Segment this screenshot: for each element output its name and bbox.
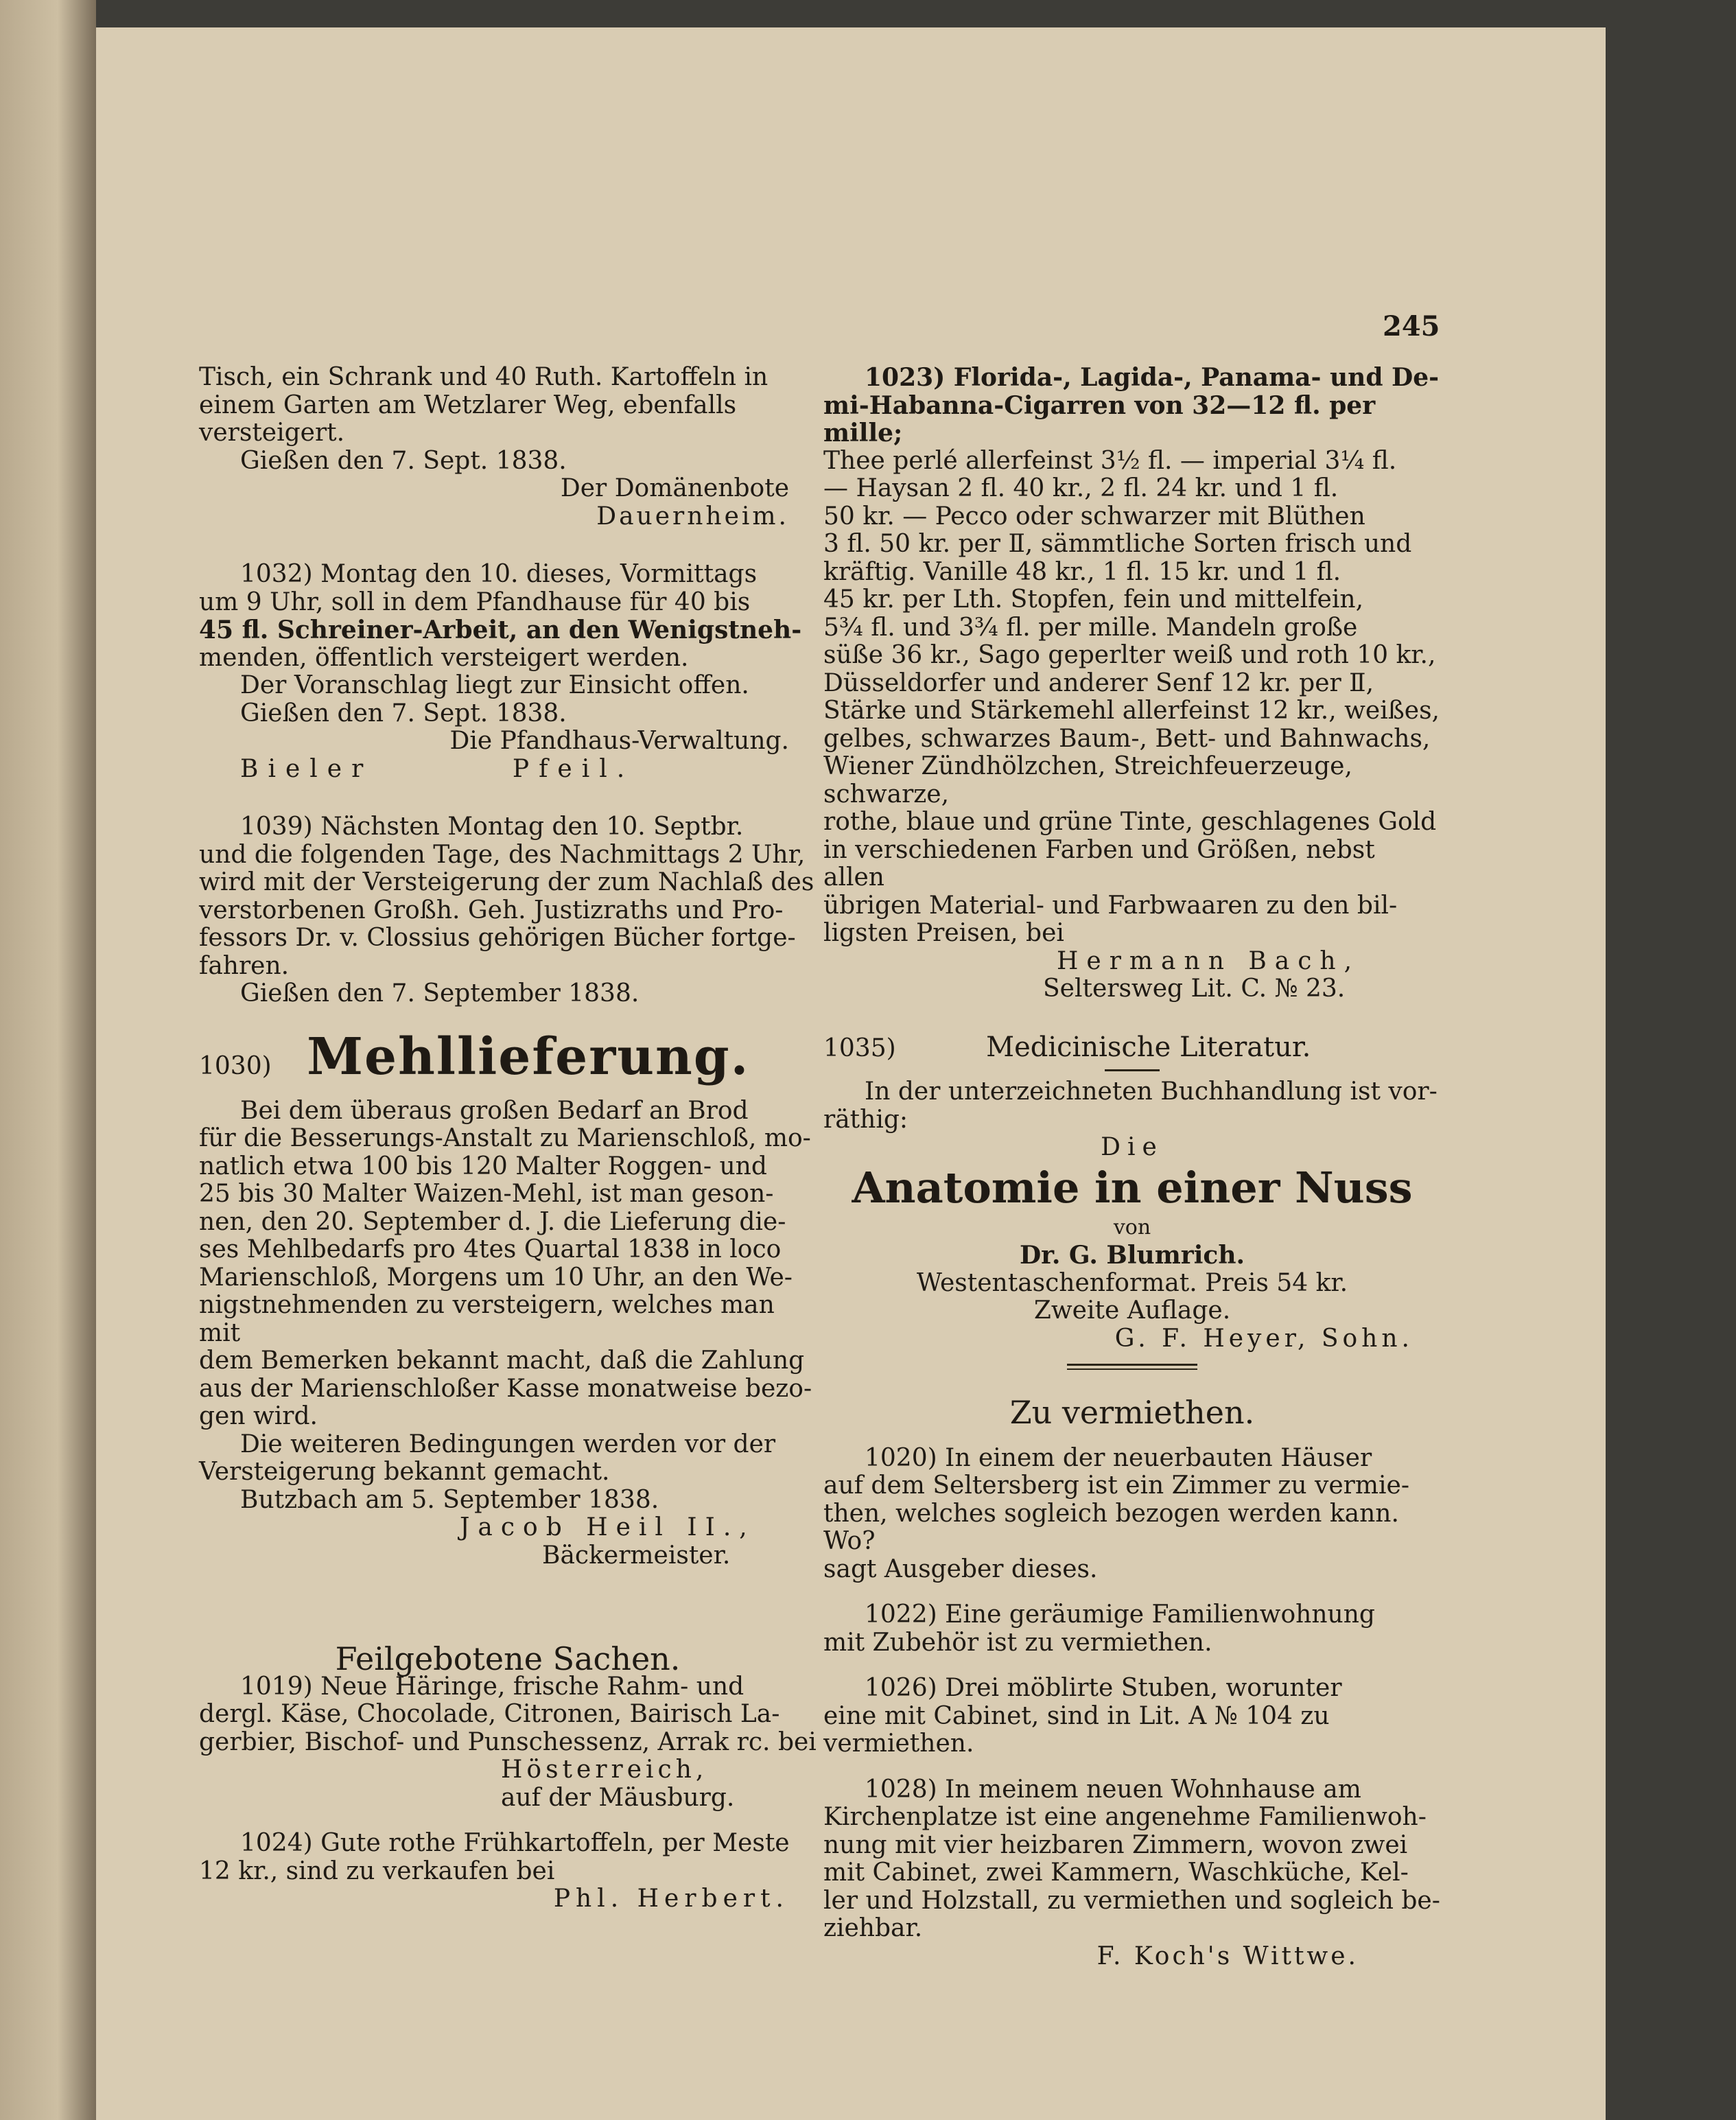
cigar-line: 1023) Florida-, Lagida-, Panama- und De- (865, 363, 1440, 392)
cigar-line: Düsseldorfer und anderer Senf 12 kr. per Ⅱ, (823, 668, 1374, 697)
lit-heading: Medicinische Literatur. (986, 1031, 1311, 1063)
lit-number: 1035) (823, 1034, 896, 1062)
lit-heading-row (823, 1031, 1441, 1063)
left-p2-line: 45 fl. Schreiner-Arbeit, an den Wenigstneh- (199, 616, 802, 644)
mehl-line: Bei dem überaus großen Bedarf an Brod (240, 1096, 749, 1125)
left-p1-line: versteigert. (199, 419, 345, 447)
cigar-line: Thee perlé allerfeinst 3½ fl. — imperial 3¼ fl. (823, 446, 1397, 475)
lit-von: von (1113, 1215, 1151, 1239)
verm2-line: mit Zubehör ist zu vermiethen. (823, 1628, 1212, 1657)
mehl-number: 1030) (199, 1051, 272, 1080)
cigar-line: übrigen Material- und Farbwaaren zu den bil- (823, 891, 1398, 920)
left-p3-line: verstorbenen Großh. Geh. Justizraths und Pro- (199, 896, 784, 924)
left-p3-line: 1039) Nächsten Montag den 10. Septbr. (240, 813, 744, 841)
cigar-sig-address: Seltersweg Lit. C. № 23. (1043, 975, 1346, 1003)
mehl-line: natlich etwa 100 bis 120 Malter Roggen- und (199, 1152, 767, 1180)
mehl-line: gen wird. (199, 1402, 318, 1430)
page-number: 245 (1383, 310, 1440, 342)
verm3-line: eine mit Cabinet, sind in Lit. A № 104 zu (823, 1701, 1330, 1730)
feil1-sig-place: auf der Mäusburg. (501, 1783, 735, 1812)
left-p3-date: Gießen den 7. September 1838. (240, 979, 640, 1007)
verm1-line: 1020) In einem der neuerbauten Häuser (865, 1443, 1372, 1472)
mehl-extra-line: Versteigerung bekannt gemacht. (199, 1458, 610, 1486)
lit-line: In der unterzeichneten Buchhandlung ist vor- (865, 1078, 1438, 1106)
lit-edition: Zweite Auflage. (1033, 1296, 1231, 1325)
cigar-line: 3 fl. 50 kr. per Ⅱ, sämmtliche Sorten frisch und (823, 530, 1412, 558)
mehl-line: 25 bis 30 Malter Waizen-Mehl, ist man geson- (199, 1180, 774, 1208)
verm4-line: ler und Holzstall, zu vermiethen und sogleich be- (823, 1886, 1440, 1915)
mehl-date: Butzbach am 5. September 1838. (240, 1485, 659, 1514)
feil-heading: Feilgebotene Sachen. (335, 1640, 681, 1677)
left-page-edge-shade (0, 0, 96, 2120)
mehl-heading: Mehllieferung. (307, 1027, 750, 1086)
lit-format: Westentaschenformat. Preis 54 kr. (916, 1268, 1348, 1297)
cigar-line: kräftig. Vanille 48 kr., 1 fl. 15 kr. und 1 fl. (823, 557, 1341, 586)
feil1-line: 1019) Neue Häringe, frische Rahm- und (240, 1672, 744, 1701)
left-p2-extra: Der Voranschlag liegt zur Einsicht offen. (240, 671, 749, 699)
left-column (199, 364, 817, 1913)
left-p2-sig-names: Bieler Pfeil. (240, 754, 635, 783)
verm1-line: then, welches sogleich bezogen werden kann. Wo? (823, 1499, 1399, 1555)
mehl-line: nigstnehmenden zu versteigern, welches man mit (199, 1291, 775, 1347)
mehl-heading-row (199, 1026, 817, 1097)
left-p3-line: und die folgenden Tage, des Nachmittags 2 Uhr, (199, 840, 806, 869)
cigar-line: mi-Habanna-Cigarren von 32—12 fl. per mille; (823, 391, 1376, 447)
cigar-line: rothe, blaue und grüne Tinte, geschlagenes Gold (823, 808, 1437, 836)
verm4-sig: F. Koch's Wittwe. (1096, 1942, 1359, 1970)
mehl-line: nen, den 20. September d. J. die Lieferung die- (199, 1207, 786, 1236)
verm1-line: sagt Ausgeber dieses. (823, 1554, 1098, 1583)
cigar-line: — Haysan 2 fl. 40 kr., 2 fl. 24 kr. und 1 fl. (823, 474, 1339, 502)
cigar-line: ligsten Preisen, bei (823, 919, 1064, 947)
cigar-sig-name: Hermann Bach, (1057, 946, 1361, 975)
cigar-line: Stärke und Stärkemehl allerfeinst 12 kr., weißes, (823, 697, 1440, 725)
left-p1-line: einem Garten am Wetzlarer Weg, ebenfalls (199, 391, 737, 419)
mehl-line: Marienschloß, Morgens um 10 Uhr, an den We- (199, 1263, 793, 1292)
mehl-extra-line: Die weiteren Bedingungen werden vor der (240, 1430, 776, 1458)
mehl-line: für die Besserungs-Anstalt zu Marienschloß, mo- (199, 1124, 811, 1152)
left-p2-date: Gießen den 7. Sept. 1838. (240, 699, 567, 727)
left-p2-line: um 9 Uhr, soll in dem Pfandhause für 40 bis (199, 587, 751, 616)
left-p1-sig-title: Der Domänenbote (560, 474, 789, 502)
verm4-line: mit Cabinet, zwei Kammern, Waschküche, Kel- (823, 1859, 1409, 1887)
cigar-line: süße 36 kr., Sago geperlter weiß und roth 10 kr., (823, 641, 1436, 669)
feil1-sig-name: Hösterreich, (501, 1756, 708, 1784)
verm2-line: 1022) Eine geräumige Familienwohnung (865, 1600, 1375, 1629)
cigar-line: Wiener Zündhölzchen, Streichfeuerzeuge, schwarze, (823, 752, 1352, 808)
cigar-line: 50 kr. — Pecco oder schwarzer mit Blüthen (823, 502, 1365, 531)
left-p2-line: menden, öffentlich versteigert werden. (199, 643, 689, 672)
feil2-sig: Phl. Herbert. (553, 1885, 789, 1913)
feil2-line: 12 kr., sind zu verkaufen bei (199, 1856, 555, 1885)
mehl-line: dem Bemerken bekannt macht, daß die Zahlung (199, 1347, 805, 1375)
lit-title: Anatomie in einer Nuss (852, 1162, 1413, 1213)
mehl-line: ses Mehlbedarfs pro 4tes Quartal 1838 in loco (199, 1235, 782, 1263)
mehl-sig-name: Jacob Heil II., (460, 1513, 755, 1541)
feil1-line: gerbier, Bischof- und Punschessenz, Arrak rc. bei (199, 1727, 817, 1756)
verm4-line: nung mit vier heizbaren Zimmern, wovon zwei (823, 1830, 1408, 1859)
verm4-line: 1028) In meinem neuen Wohnhause am (865, 1775, 1361, 1804)
left-p3-line: wird mit der Versteigerung der zum Nachlaß des (199, 868, 814, 896)
cigar-line: gelbes, schwarzes Baum-, Bett- und Bahnwachs, (823, 724, 1431, 753)
feil1-line: dergl. Käse, Chocolade, Citronen, Bairisch La- (199, 1700, 780, 1728)
left-p2-line: 1032) Montag den 10. dieses, Vormittags (240, 560, 758, 588)
left-p3-line: fahren. (199, 951, 290, 980)
verm3-line: vermiethen. (823, 1729, 974, 1758)
mehl-sig-title: Bäckermeister. (542, 1541, 731, 1570)
cigar-line: 45 kr. per Lth. Stopfen, fein und mittelfein, (823, 585, 1364, 614)
left-p1-date: Gießen den 7. Sept. 1838. (240, 446, 567, 475)
left-p2-sig-title: Die Pfandhaus-Verwaltung. (449, 727, 789, 755)
lit-line: räthig: (823, 1105, 908, 1134)
verm4-line: Kirchenplatze ist eine angenehme Familienwoh- (823, 1803, 1427, 1831)
lit-author: Dr. G. Blumrich. (1019, 1241, 1245, 1270)
verm-heading: Zu vermiethen. (1009, 1394, 1255, 1431)
left-p1-line: Tisch, ein Schrank und 40 Ruth. Kartoffeln in (199, 363, 769, 391)
verm1-line: auf dem Seltersberg ist ein Zimmer zu vermie- (823, 1471, 1409, 1500)
verm3-line: 1026) Drei möblirte Stuben, worunter (865, 1674, 1342, 1702)
left-p1-sig-name: Dauernheim. (596, 502, 789, 531)
lit-sig: G. F. Heyer, Sohn. (1114, 1324, 1414, 1353)
cigar-line: in verschiedenen Farben und Größen, nebst allen (823, 835, 1375, 892)
cigar-line: 5¾ fl. und 3¾ fl. per mille. Mandeln große (823, 613, 1358, 642)
feil2-line: 1024) Gute rothe Frühkartoffeln, per Meste (240, 1829, 790, 1857)
right-column (823, 364, 1441, 1970)
left-p3-line: fessors Dr. v. Clossius gehörigen Bücher fortge- (199, 924, 796, 952)
lit-divider (1105, 1069, 1160, 1071)
verm4-line: ziehbar. (823, 1914, 923, 1942)
mehl-line: aus der Marienschloßer Kasse monatweise bezo- (199, 1374, 812, 1403)
lit-die: Die (1101, 1133, 1164, 1161)
section-divider (1067, 1364, 1197, 1370)
